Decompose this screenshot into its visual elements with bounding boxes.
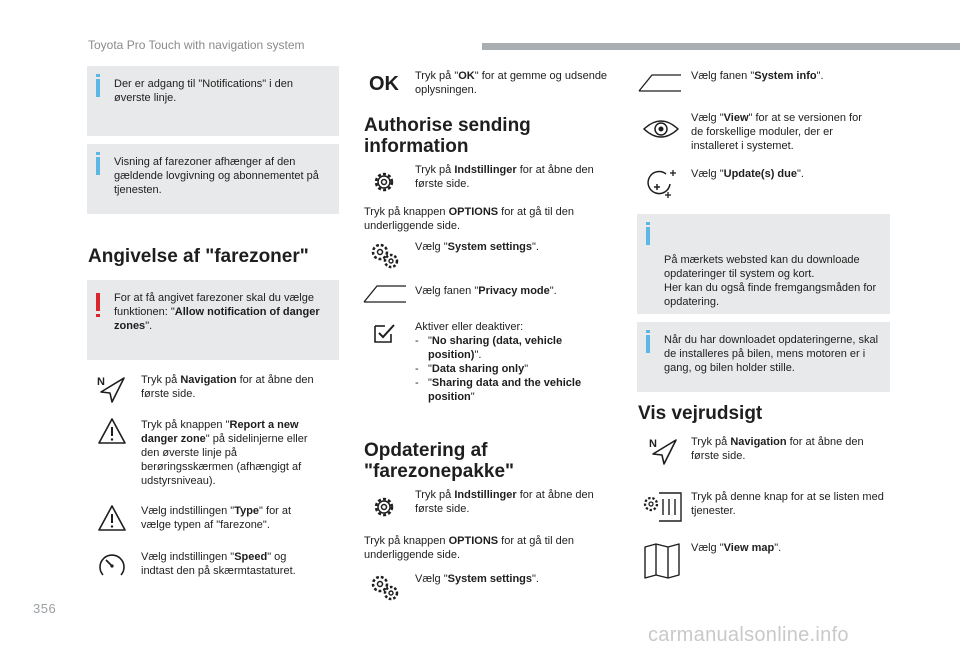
section-heading: Angivelse af "farezoner" — [88, 246, 309, 267]
warning-icon — [96, 293, 100, 311]
navigation-icon — [96, 374, 126, 404]
settings-gear-icon — [370, 168, 398, 196]
section-heading: Authorise sending information — [364, 115, 531, 157]
info-note — [637, 214, 890, 314]
warning-note — [87, 280, 339, 360]
info-note-text: Visning af farezoner afhænger af den gældende lovgivning og abonnementet på tjenesten. — [114, 156, 319, 196]
step-text: Tryk på Indstillinger for at åbne den første side. — [415, 489, 594, 515]
settings-gears-icon — [368, 572, 402, 602]
warning-triangle-icon — [97, 504, 127, 532]
warning-text-bold: Allow notification of danger zones — [114, 306, 320, 332]
settings-gears-icon — [368, 240, 402, 270]
step-text: Vælg fanen "System info". — [691, 70, 824, 82]
info-icon — [96, 157, 100, 175]
navigation-icon — [648, 436, 678, 466]
warning-text-post: ". — [145, 320, 153, 332]
step-text: Vælg indstillingen "Speed" og indtast den på skærmtastaturet. — [141, 551, 296, 577]
step-text: Vælg "System settings". — [415, 573, 539, 585]
options-list — [415, 334, 615, 404]
info-icon — [646, 335, 650, 353]
eye-icon — [642, 117, 680, 141]
step-text: Tryk på "OK" for at gemme og udsende oplysningen. — [415, 70, 608, 96]
map-icon — [643, 543, 681, 579]
step-text: Tryk på knappen "Report a new danger zone" på sidelinjerne eller den øverste linje på berøringsskærmen (afhængigt af udstyrsniveau). — [141, 419, 308, 487]
watermark: carmanualsonline.info — [648, 624, 849, 646]
svg-text:N: N — [97, 376, 105, 388]
settings-gear-icon — [370, 493, 398, 521]
step-text: Vælg fanen "Privacy mode". — [415, 285, 557, 297]
step-text: Vælg indstillingen "Type" for at vælge typen af "farezone". — [141, 505, 292, 531]
info-note — [637, 322, 890, 392]
step-text: Tryk på Navigation for at åbne den første side. — [691, 436, 864, 462]
header-rule — [482, 43, 960, 50]
warning-text-pre: For at få angivet farezoner skal du vælge funktionen: " — [114, 292, 314, 318]
step-text: Vælg "System settings". — [415, 241, 539, 253]
body-paragraph: Tryk på knappen OPTIONS for at gå til den underliggende side. — [364, 206, 574, 232]
step-text: Aktiver eller deaktiver: - "No sharing (data, vehicle position)". - "Data sharing only" - "Sharing data and the vehicle position" — [415, 320, 615, 404]
section-heading: Vis vejrudsigt — [638, 403, 763, 424]
body-paragraph: Tryk på knappen OPTIONS for at gå til den underliggende side. — [364, 535, 574, 561]
svg-text:OK: OK — [369, 73, 399, 94]
checkbox-icon — [373, 322, 397, 344]
warning-triangle-icon — [97, 417, 127, 445]
info-note-text: På mærkets websted kan du downloade opdateringer til system og kort. Her kan du også finde fremgangsmåden for opdatering. — [664, 254, 877, 308]
step-text: Vælg "View" for at se versionen for de forskellige moduler, der er installeret i systemet. — [691, 112, 862, 152]
page-number: 356 — [33, 601, 57, 616]
info-note-text: Der er adgang til "Notifications" i den øverste linje. — [114, 78, 294, 104]
running-header: Toyota Pro Touch with navigation system — [88, 38, 305, 52]
step-text: Tryk på Navigation for at åbne den første side. — [141, 374, 314, 400]
speedometer-icon — [97, 551, 127, 581]
update-icon — [644, 170, 678, 200]
list-item: - "Data sharing only" — [415, 362, 615, 376]
step-text: Vælg "View map". — [691, 542, 782, 554]
list-item: - "No sharing (data, vehicle position)". — [415, 334, 615, 362]
info-note — [87, 144, 339, 214]
step-text: Tryk på Indstillinger for at åbne den første side. — [415, 164, 594, 190]
tab-icon — [638, 73, 682, 93]
info-icon — [646, 227, 650, 245]
step-text: Tryk på denne knap for at se listen med tjenester. — [691, 491, 884, 517]
info-note-text: Når du har downloadet opdateringerne, skal de installeres på bilen, mens motoren er i gang, og bilen holder stille. — [664, 334, 879, 374]
info-icon — [96, 79, 100, 97]
ok-icon — [368, 70, 404, 94]
info-note — [87, 66, 339, 136]
svg-text:N: N — [649, 438, 657, 450]
step-text: Vælg "Update(s) due". — [691, 168, 804, 180]
tab-icon — [363, 284, 407, 304]
service-list-icon — [641, 490, 683, 524]
section-heading: Opdatering af "farezonepakke" — [364, 440, 515, 482]
list-item: - "Sharing data and the vehicle position" — [415, 376, 615, 404]
